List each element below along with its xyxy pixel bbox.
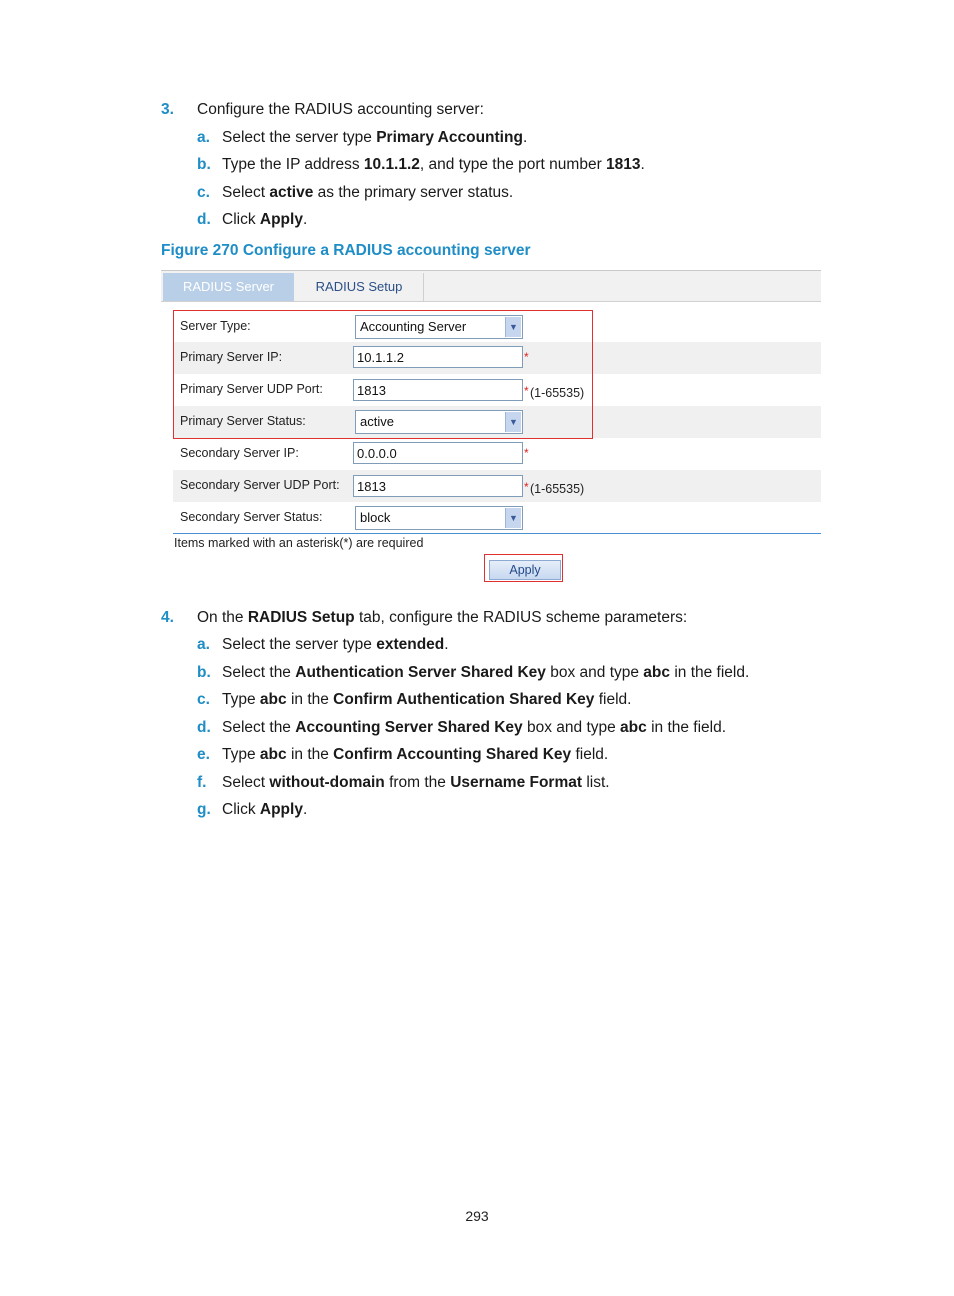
substep-letter: a. — [197, 636, 210, 653]
step-number: 3. — [161, 101, 174, 118]
tab-bar — [161, 270, 821, 302]
row-secondary-port — [173, 470, 821, 502]
primary-port-input[interactable]: 1813 — [353, 379, 523, 401]
primary-ip-input[interactable]: 10.1.1.2 — [353, 346, 523, 368]
step-text: Configure the RADIUS accounting server: — [197, 101, 484, 118]
substep-text: Type abc in the Confirm Accounting Shared Key field. — [222, 746, 609, 763]
chevron-down-icon: ▼ — [505, 508, 521, 528]
substep-letter: d. — [197, 211, 211, 228]
substep-letter: d. — [197, 719, 211, 736]
substep-letter: f. — [197, 774, 207, 791]
required-asterisk: * — [524, 480, 529, 494]
substep-text: Select without-domain from the Username Format list. — [222, 774, 610, 791]
secondary-port-input[interactable]: 1813 — [353, 475, 523, 497]
required-asterisk: * — [524, 384, 529, 398]
substep-text: Click Apply. — [222, 211, 308, 228]
substep-letter: c. — [197, 691, 210, 708]
primary-status-label: Primary Server Status: — [180, 414, 306, 428]
substep-text: Type abc in the Confirm Authentication Shared Key field. — [222, 691, 632, 708]
chevron-down-icon: ▼ — [505, 412, 521, 432]
step-number: 4. — [161, 609, 174, 626]
highlight-box-primary — [173, 310, 593, 439]
server-type-label: Server Type: — [180, 319, 251, 333]
radius-config-screenshot — [161, 270, 821, 585]
substep-letter: c. — [197, 184, 210, 201]
substep-letter: b. — [197, 156, 211, 173]
substep-letter: a. — [197, 129, 210, 146]
required-asterisk: * — [524, 446, 529, 460]
port-range-hint: (1-65535) — [530, 482, 585, 496]
substep-text: Select active as the primary server status. — [222, 184, 514, 201]
server-type-select[interactable]: Accounting Server ▼ — [355, 315, 523, 339]
port-range-hint: (1-65535) — [530, 386, 585, 400]
secondary-port-label: Secondary Server UDP Port: — [180, 478, 340, 492]
primary-ip-label: Primary Server IP: — [180, 350, 283, 364]
required-note: Items marked with an asterisk(*) are required — [174, 536, 424, 550]
figure-caption: Figure 270 Configure a RADIUS accounting server — [161, 242, 531, 259]
tab-radius-setup[interactable]: RADIUS Setup — [295, 273, 424, 301]
primary-port-label: Primary Server UDP Port: — [180, 382, 323, 396]
secondary-status-select[interactable]: block ▼ — [355, 506, 523, 530]
step-text: On the RADIUS Setup tab, configure the RADIUS scheme parameters: — [197, 609, 688, 626]
substep-text: Select the Authentication Server Shared Key box and type abc in the field. — [222, 664, 750, 681]
chevron-down-icon: ▼ — [505, 317, 521, 337]
substep-text: Click Apply. — [222, 801, 308, 818]
secondary-status-label: Secondary Server Status: — [180, 510, 323, 524]
row-secondary-status — [173, 502, 821, 534]
substep-text: Select the server type extended. — [222, 636, 449, 653]
required-asterisk: * — [524, 350, 529, 364]
substep-letter: g. — [197, 801, 211, 818]
page-number: 293 — [465, 1208, 489, 1224]
apply-button[interactable]: Apply — [489, 560, 561, 580]
substep-text: Type the IP address 10.1.1.2, and type the port number 1813. — [222, 156, 645, 173]
substep-text: Select the server type Primary Accounting. — [222, 129, 528, 146]
secondary-ip-label: Secondary Server IP: — [180, 446, 299, 460]
substep-letter: b. — [197, 664, 211, 681]
tab-radius-server[interactable]: RADIUS Server — [163, 273, 294, 301]
row-secondary-ip — [173, 438, 821, 470]
substep-letter: e. — [197, 746, 210, 763]
substep-text: Select the Accounting Server Shared Key box and type abc in the field. — [222, 719, 727, 736]
divider — [173, 533, 821, 534]
secondary-ip-input[interactable]: 0.0.0.0 — [353, 442, 523, 464]
primary-status-select[interactable]: active ▼ — [355, 410, 523, 434]
